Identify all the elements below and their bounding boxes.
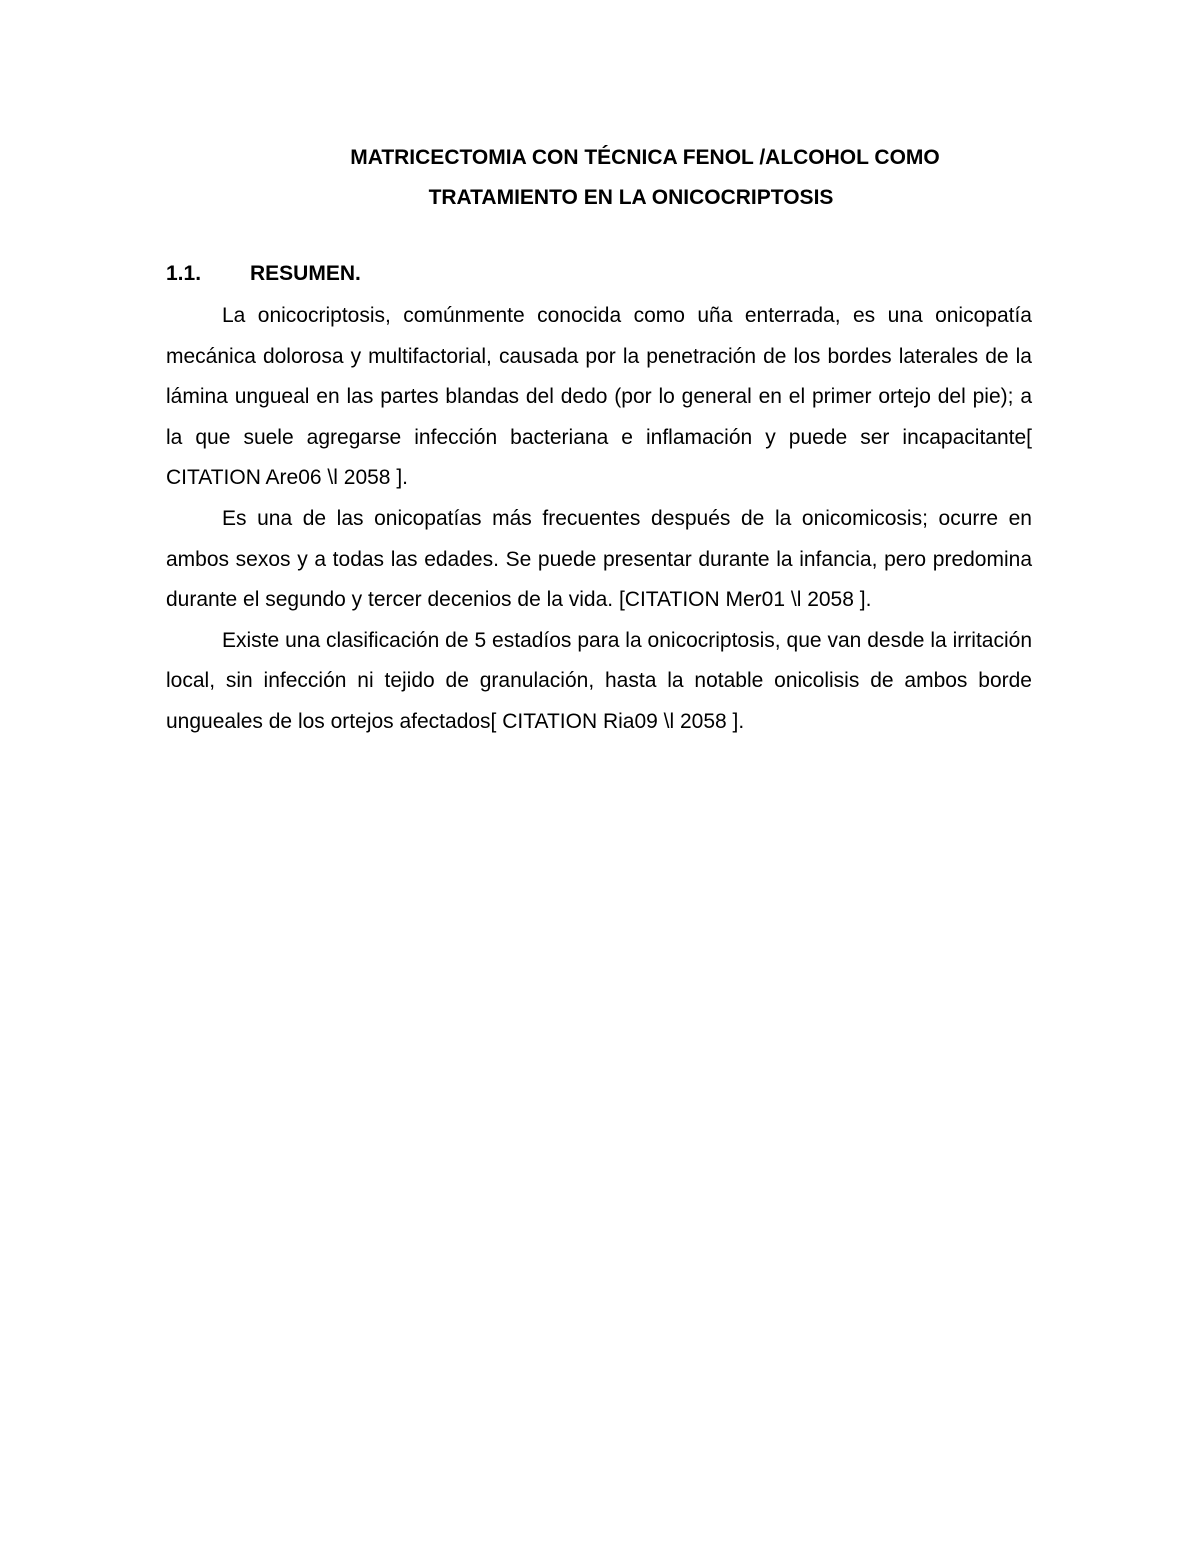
title-line-2: TRATAMIENTO EN LA ONICOCRIPTOSIS: [428, 186, 834, 209]
section-number: 1.1.: [166, 262, 202, 285]
document-title: [166, 138, 1032, 218]
paragraph-3: Existe una clasificación de 5 estadíos para la onicocriptosis, que van desde la irritación local, sin infección ni tejido de granulación, hasta la notable onicolisis de ambos borde ungueales de los ortejos afectados[ CITATION Ria09 \l 2058 ].: [166, 628, 1032, 733]
paragraph-2: Es una de las onicopatías más frecuentes después de la onicomicosis; ocurre en ambos sexos y a todas las edades. Se puede presentar durante la infancia, pero predomina durante el segundo y tercer decenios de la vida. [CITATION Mer01 \l 2058 ].: [166, 506, 1032, 612]
section-heading: [166, 258, 361, 290]
section-title: RESUMEN.: [250, 262, 361, 285]
paragraph-1: La onicocriptosis, comúnmente conocida como uña enterrada, es una onicopatía mecánica dolorosa y multifactorial, causada por la penetración de los bordes laterales de la lámina ungueal en las partes blandas del dedo (por lo general en el primer ortejo del pie); a la que suele agregarse infección bacteriana e inflamación y puede ser incapacitante[ CITATION Are06 \l 2058 ].: [166, 304, 1032, 490]
section-body: [166, 296, 1032, 743]
title-line-1: MATRICECTOMIA CON TÉCNICA FENOL /ALCOHOL COMO: [350, 146, 940, 169]
